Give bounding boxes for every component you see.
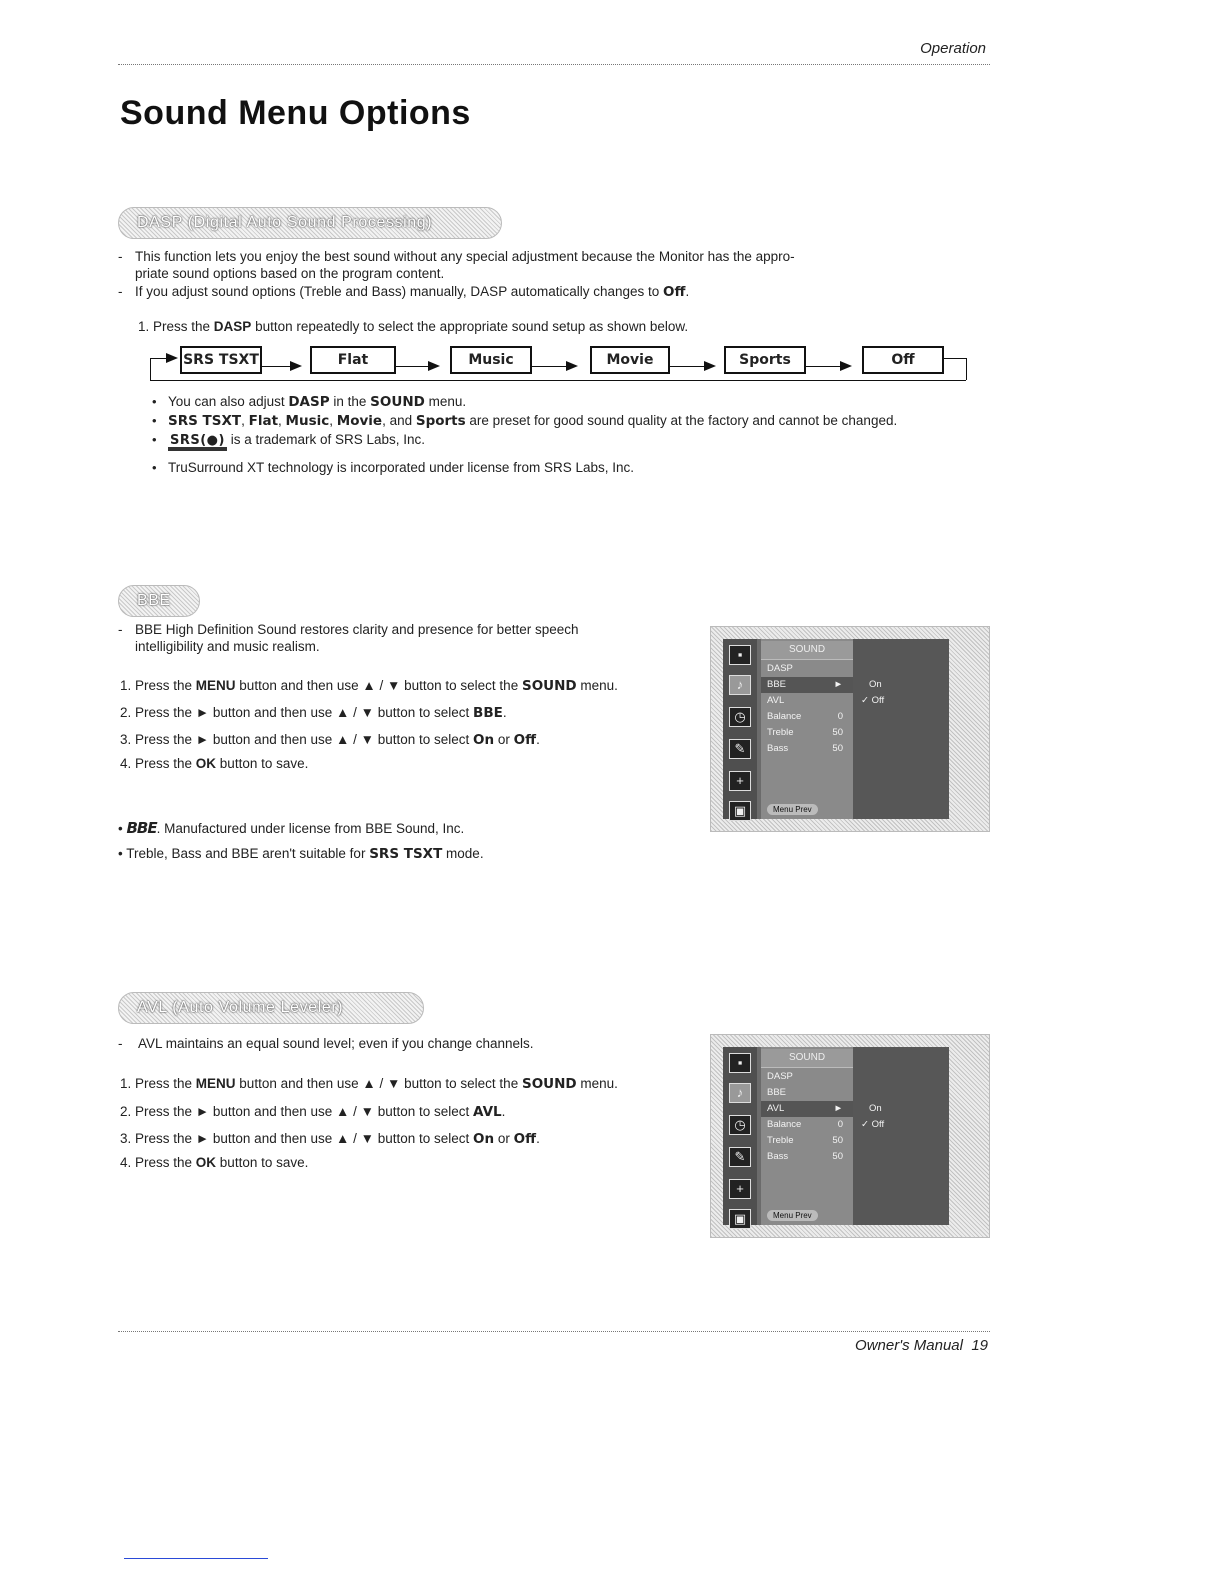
arrow-line bbox=[394, 366, 428, 367]
osd-icon-bar bbox=[723, 1047, 757, 1225]
section-label: Operation bbox=[920, 40, 986, 57]
osd-submenu bbox=[853, 639, 949, 819]
dasp-note-3: SRS(●) is a trademark of SRS Labs, Inc. bbox=[168, 431, 425, 451]
bbe-logo: BBE bbox=[126, 819, 157, 837]
bbe-step-1: 1. Press the MENU button and then use ▲ / ▼ button to select the SOUND menu. bbox=[120, 678, 618, 694]
screen-icon: + bbox=[729, 771, 751, 791]
bbe-desc-line1: BBE High Definition Sound restores clarity and presence for better speech bbox=[135, 622, 579, 637]
picture-icon: ▪ bbox=[729, 645, 751, 665]
osd-item-treble: Treble 50 bbox=[767, 727, 843, 738]
dash-marker: - bbox=[118, 284, 123, 299]
osd-footer: Menu Prev bbox=[767, 1210, 818, 1221]
time-icon: ◷ bbox=[729, 707, 751, 727]
dasp-step-1: 1. Press the DASP button repeatedly to select the appropriate sound setup as shown below. bbox=[138, 319, 689, 334]
dash-marker: - bbox=[118, 249, 123, 264]
loop-bottom bbox=[150, 380, 966, 381]
osd-sound-menu bbox=[761, 1047, 853, 1225]
pip-icon: ▣ bbox=[729, 1209, 751, 1229]
arrow-icon bbox=[428, 361, 440, 371]
sound-icon: ♪ bbox=[729, 675, 751, 695]
bullet-marker: • bbox=[152, 460, 157, 475]
special-icon: ✎ bbox=[729, 739, 751, 759]
sound-icon: ♪ bbox=[729, 1083, 751, 1103]
bbe-note-1: • BBE. Manufactured under license from BBE Sound, Inc. bbox=[118, 819, 465, 837]
dash-marker: - bbox=[118, 622, 123, 637]
time-icon: ◷ bbox=[729, 1115, 751, 1135]
osd-footer: Menu Prev bbox=[767, 804, 818, 815]
dash-marker: - bbox=[118, 1036, 123, 1051]
blue-underline bbox=[124, 1558, 268, 1559]
osd-menu-title: SOUND bbox=[761, 641, 853, 660]
osd-item-dasp: DASP bbox=[767, 1071, 793, 1082]
osd-opt-off: ✓ Off bbox=[861, 695, 885, 706]
flow-sports: Sports bbox=[724, 346, 806, 374]
bbe-step-2: 2. Press the ► button and then use ▲ / ▼ button to select BBE. bbox=[120, 705, 507, 721]
header-rule bbox=[118, 64, 990, 65]
osd-item-balance: Balance 0 bbox=[767, 711, 843, 722]
arrow-icon bbox=[840, 361, 852, 371]
special-icon: ✎ bbox=[729, 1147, 751, 1167]
bbe-osd-screenshot bbox=[710, 626, 990, 832]
osd-opt-on: On bbox=[869, 679, 882, 690]
arrow-line bbox=[260, 366, 290, 367]
osd-menu-title: SOUND bbox=[761, 1049, 853, 1068]
dasp-note-2: SRS TSXT, Flat, Music, Movie, and Sports are preset for good sound quality at the factory and cannot be changed. bbox=[168, 413, 898, 429]
osd-item-bbe: BBE bbox=[767, 1087, 787, 1098]
avl-heading: AVL (Auto Volume Leveler) bbox=[118, 992, 424, 1024]
osd-sound-menu bbox=[761, 639, 853, 819]
dasp-note-4: TruSurround XT technology is incorporated under license from SRS Labs, Inc. bbox=[168, 460, 634, 475]
arrow-icon bbox=[290, 361, 302, 371]
flow-off: Off bbox=[862, 346, 944, 374]
avl-step-2: 2. Press the ► button and then use ▲ / ▼ button to select AVL. bbox=[120, 1104, 506, 1120]
osd-item-dasp: DASP bbox=[767, 663, 793, 674]
osd-item-bass: Bass 50 bbox=[767, 743, 843, 754]
dasp-heading: DASP (Digital Auto Sound Processing) bbox=[118, 207, 502, 239]
flow-movie: Movie bbox=[590, 346, 670, 374]
bbe-heading: BBE bbox=[118, 585, 200, 617]
osd-opt-on: On bbox=[869, 1103, 882, 1114]
pip-icon: ▣ bbox=[729, 801, 751, 821]
bullet-marker: • bbox=[152, 394, 157, 409]
avl-step-1: 1. Press the MENU button and then use ▲ / ▼ button to select the SOUND menu. bbox=[120, 1076, 618, 1092]
arrow-line bbox=[530, 366, 566, 367]
osd-item-avl: AVL ► bbox=[761, 1101, 853, 1117]
avl-step-4: 4. Press the OK button to save. bbox=[120, 1155, 309, 1170]
dasp-desc-line1: This function lets you enjoy the best sound without any special adjustment because the Monitor has the appro- bbox=[135, 249, 795, 264]
avl-step-3: 3. Press the ► button and then use ▲ / ▼ button to select On or Off. bbox=[120, 1131, 540, 1147]
bullet-marker: • bbox=[152, 413, 157, 428]
flow-flat: Flat bbox=[310, 346, 396, 374]
arrow-icon bbox=[166, 353, 178, 363]
flow-srs-tsxt: SRS TSXT bbox=[180, 346, 262, 374]
footer-rule bbox=[118, 1331, 990, 1332]
bbe-step-3: 3. Press the ► button and then use ▲ / ▼ button to select On or Off. bbox=[120, 732, 540, 748]
osd-item-bbe: BBE ► bbox=[761, 677, 853, 693]
osd-item-bass: Bass 50 bbox=[767, 1151, 843, 1162]
arrow-icon bbox=[704, 361, 716, 371]
loop-right bbox=[966, 358, 967, 380]
loop-left bbox=[150, 358, 151, 380]
osd-item-treble: Treble 50 bbox=[767, 1135, 843, 1146]
screen-icon: + bbox=[729, 1179, 751, 1199]
arrow-line bbox=[942, 358, 966, 359]
page-footer: Owner's Manual 19 bbox=[855, 1337, 988, 1354]
picture-icon: ▪ bbox=[729, 1053, 751, 1073]
avl-osd-screenshot bbox=[710, 1034, 990, 1238]
osd-submenu bbox=[853, 1047, 949, 1225]
bullet-marker: • bbox=[152, 432, 157, 447]
osd-item-balance: Balance 0 bbox=[767, 1119, 843, 1130]
arrow-line bbox=[668, 366, 704, 367]
dasp-desc-2: If you adjust sound options (Treble and Bass) manually, DASP automatically changes to Off. bbox=[135, 284, 690, 300]
bbe-note-2: • Treble, Bass and BBE aren't suitable for SRS TSXT mode. bbox=[118, 846, 484, 862]
flow-music: Music bbox=[450, 346, 532, 374]
page-title: Sound Menu Options bbox=[120, 94, 471, 132]
osd-item-avl: AVL bbox=[767, 695, 785, 706]
srs-logo: SRS(●) bbox=[168, 435, 227, 451]
arrow-icon bbox=[566, 361, 578, 371]
bbe-desc-line2: intelligibility and music realism. bbox=[135, 639, 320, 654]
arrow-line bbox=[804, 366, 840, 367]
osd-icon-bar bbox=[723, 639, 757, 819]
avl-desc: AVL maintains an equal sound level; even if you change channels. bbox=[138, 1036, 534, 1051]
osd-opt-off: ✓ Off bbox=[861, 1119, 885, 1130]
dasp-desc-line2: priate sound options based on the program content. bbox=[135, 266, 445, 281]
dasp-note-1: You can also adjust DASP in the SOUND menu. bbox=[168, 394, 467, 410]
bbe-step-4: 4. Press the OK button to save. bbox=[120, 756, 309, 771]
